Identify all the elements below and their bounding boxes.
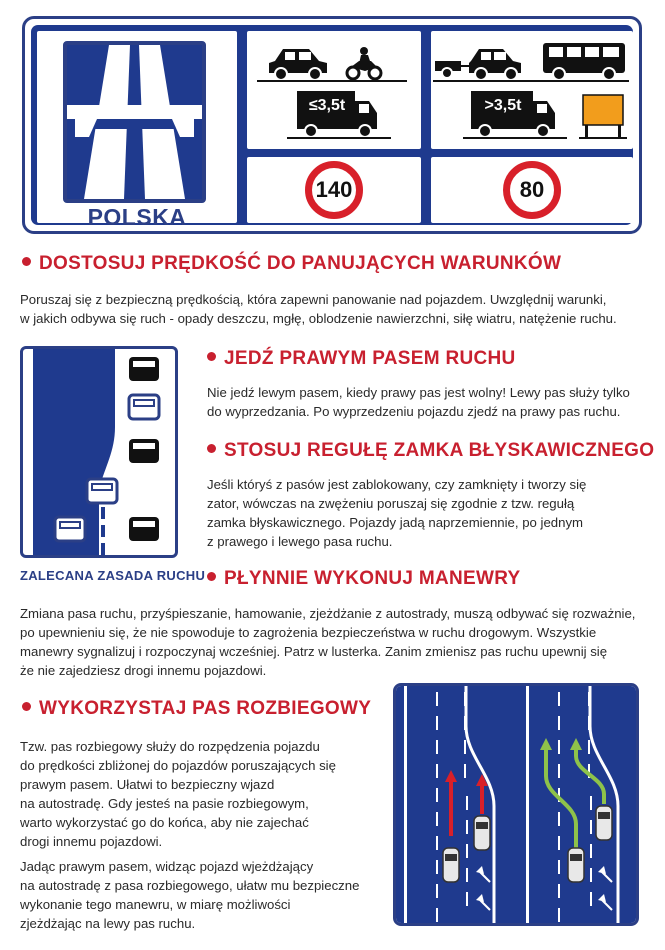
lane-diagram-caption: ZALECANA ZASADA RUCHU xyxy=(20,568,206,583)
car-icon xyxy=(474,816,490,850)
light-vehicles-panel xyxy=(247,31,421,149)
speed-limit-sign-80 xyxy=(503,161,561,219)
section-heading: PŁYNNIE WYKONUJ MANEWRY xyxy=(207,568,520,590)
lane-diagram xyxy=(20,346,178,558)
sign-blue-background xyxy=(31,25,633,230)
section-heading: STOSUJ REGUŁĘ ZAMKA BŁYSKAWICZNEGO xyxy=(207,440,654,462)
bullet-dot xyxy=(22,257,31,266)
speed-limit-panel-left xyxy=(247,157,421,223)
section-heading: DOSTOSUJ PRĘDKOŚĆ DO PANUJĄCYCH WARUNKÓW xyxy=(22,253,561,275)
heavy-vehicles-panel xyxy=(431,31,633,149)
section-paragraph: Poruszaj się z bezpieczną prędkością, która zapewni panowanie nad pojazdem. Uwzględnij warunki, w jakich odbywa się ruch - opady deszczu, mgłę, oblodzenie nawierzchni, siłę wiatru, natężenie ruchu. xyxy=(20,292,617,326)
speed-limit-value: 80 xyxy=(519,177,545,202)
section-paragraph: Jadąc prawym pasem, widząc pojazd wjeżdżający na autostradę z pasa rozbiegowego, ułatw mu bezpieczne wykonanie tego manewru, w miarę możliwości zjeżdżając na lewy pas ruchu. xyxy=(20,859,360,931)
bullet-dot xyxy=(22,702,31,711)
speed-limit-value: 140 xyxy=(315,177,353,202)
section-paragraph: Nie jedź lewym pasem, kiedy prawy pas jest wolny! Lewy pas służy tylko do wyprzedzania. Po wyprzedzeniu pojazdu zjedź na prawy pas ruchu. xyxy=(207,385,630,419)
heavy-truck-hazard-icon xyxy=(431,85,633,149)
section-heading: JEDŹ PRAWYM PASEM RUCHU xyxy=(207,348,516,370)
section-paragraph: Jeśli któryś z pasów jest zablokowany, czy zamknięty i tworzy się zator, wówczas na zwężeniu poruszaj się zgodnie z tzw. regułą zamka błyskawicznego. Pojazdy jadą naprzemiennie, po jednym z prawego i lewego pasa ruchu. xyxy=(207,477,587,549)
light-truck-weight-label: ≤3,5t xyxy=(308,97,346,114)
section-heading: WYKORZYSTAJ PAS ROZBIEGOWY xyxy=(22,698,371,720)
country-label: POLSKA xyxy=(87,204,187,230)
light-truck-icon xyxy=(247,85,421,149)
bullet-dot xyxy=(207,352,216,361)
heavy-truck-weight-label: >3,5t xyxy=(484,97,522,114)
speed-limit-panel-right xyxy=(431,157,633,223)
speed-limit-sign-140 xyxy=(305,161,363,219)
motorway-symbol-panel xyxy=(37,31,237,230)
bullet-dot xyxy=(207,444,216,453)
on-ramp-diagram xyxy=(393,683,639,926)
motorway-sign xyxy=(22,16,642,234)
motorway-symbol-icon xyxy=(63,41,206,203)
car-icon xyxy=(129,357,159,381)
bullet-dot xyxy=(207,572,216,581)
section-paragraph: Zmiana pasa ruchu, przyśpieszanie, hamowanie, zjeżdżanie z autostrady, muszą odbywać się rozważnie, po upewnieniu się, że nie spowoduje to zagrożenia bezpieczeństwa w ruchu drogowym. Wszystkie manewry sygnalizuj i rozpoczynaj wcześniej. Patrz w lusterka. Zanim zmienisz pas ruchu upewnij się że nie zajedziesz drogi innemu pojazdowi. xyxy=(20,606,636,678)
section-paragraph: Tzw. pas rozbiegowy służy do rozpędzenia pojazdu do prędkości zbliżonej do pojazdów poruszających się prawym pasem. Ułatwi to bezpieczny wjazd na autostradę. Gdy jesteś na pasie rozbiegowym, warto wykorzystać go do końca, aby nie zajechać drogi innemu pojazdowi. xyxy=(20,739,336,849)
